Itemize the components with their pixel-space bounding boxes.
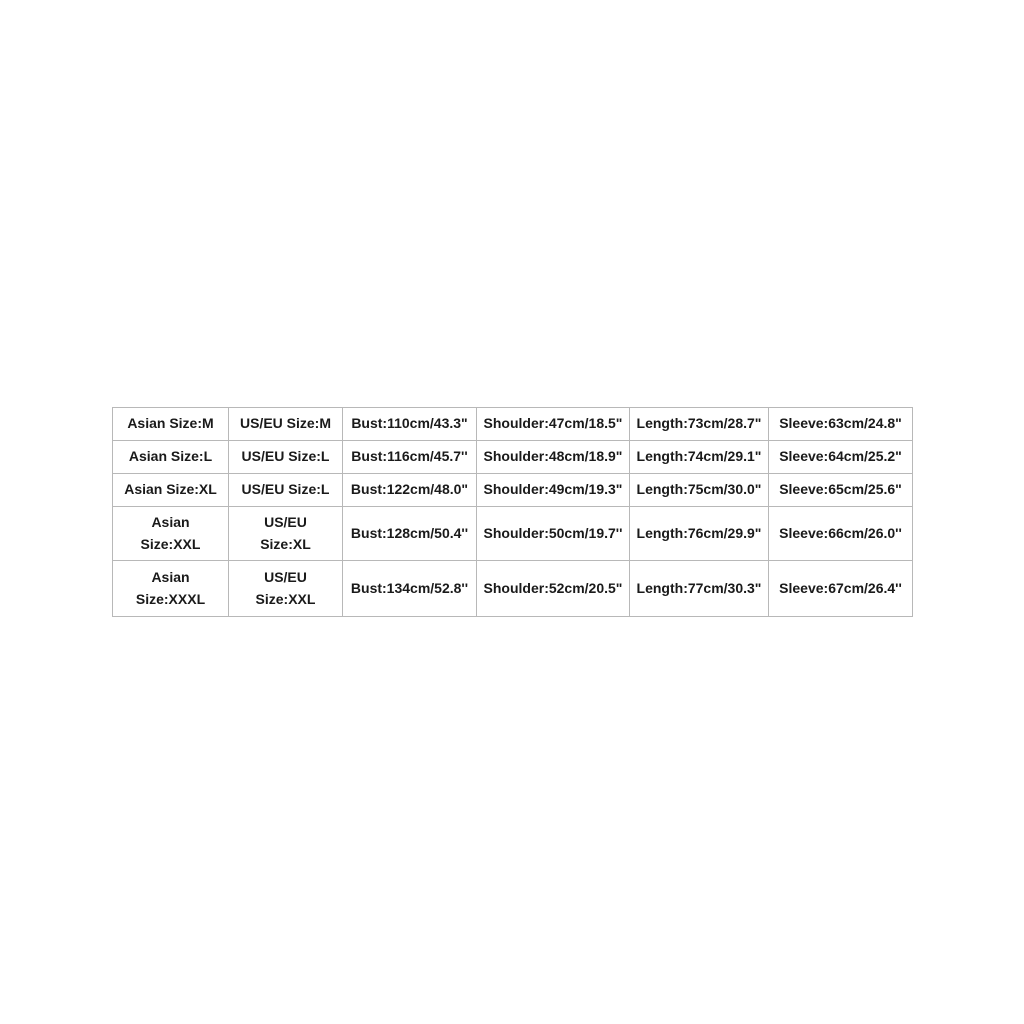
- us-eu-size-value: US/EU Size:L: [241, 448, 330, 465]
- cell-sleeve: [769, 474, 913, 507]
- size-chart: [112, 407, 912, 617]
- cell-us-eu-size: [229, 408, 343, 441]
- cell-length: [630, 507, 769, 561]
- cell-bust: [343, 474, 477, 507]
- size-row-xl: [113, 474, 913, 507]
- sleeve-value: Sleeve:65cm/25.6": [779, 481, 902, 498]
- sleeve-value: Sleeve:67cm/26.4'': [779, 579, 902, 596]
- size-chart-table: [112, 407, 913, 617]
- cell-us-eu-size: [229, 474, 343, 507]
- cell-sleeve: [769, 561, 913, 617]
- cell-length: [630, 441, 769, 474]
- length-value: Length:76cm/29.9": [636, 524, 762, 541]
- cell-shoulder: [477, 408, 630, 441]
- size-row-xxxl: [113, 561, 913, 617]
- cell-sleeve: [769, 441, 913, 474]
- cell-bust: [343, 408, 477, 441]
- us-eu-size-value: US/EU Size:M: [239, 415, 331, 432]
- cell-asian-size: [113, 561, 229, 617]
- cell-shoulder: [477, 474, 630, 507]
- cell-shoulder: [477, 441, 630, 474]
- asian-size-value: Asian Size:M: [127, 415, 214, 432]
- us-eu-size-value: US/EU Size:L: [241, 481, 330, 498]
- cell-bust: [343, 561, 477, 617]
- bust-value: Bust:110cm/43.3": [351, 415, 468, 432]
- bust-value: Bust:134cm/52.8'': [350, 579, 469, 596]
- shoulder-value: Shoulder:47cm/18.5": [483, 415, 623, 432]
- shoulder-value: Shoulder:48cm/18.9": [483, 448, 623, 465]
- cell-length: [630, 474, 769, 507]
- shoulder-value: Shoulder:49cm/19.3": [483, 481, 623, 498]
- cell-sleeve: [769, 408, 913, 441]
- cell-length: [630, 408, 769, 441]
- length-value: Length:73cm/28.7": [636, 415, 762, 432]
- cell-us-eu-size: [229, 507, 343, 561]
- cell-asian-size: [113, 441, 229, 474]
- sleeve-value: Sleeve:64cm/25.2": [779, 448, 902, 465]
- size-row-m: [113, 408, 913, 441]
- cell-sleeve: [769, 507, 913, 561]
- cell-bust: [343, 507, 477, 561]
- size-row-xxl: [113, 507, 913, 561]
- bust-value: Bust:122cm/48.0": [350, 481, 469, 498]
- us-eu-size-value: US/EU Size:XL: [260, 513, 311, 552]
- cell-us-eu-size: [229, 561, 343, 617]
- sleeve-value: Sleeve:66cm/26.0'': [779, 524, 902, 541]
- bust-value: Bust:128cm/50.4'': [350, 524, 469, 541]
- cell-shoulder: [477, 507, 630, 561]
- us-eu-size-value: US/EU Size:XXL: [255, 568, 316, 607]
- asian-size-value: Asian Size:XL: [124, 481, 217, 498]
- length-value: Length:77cm/30.3": [636, 579, 762, 596]
- asian-size-value: Asian Size:L: [128, 448, 213, 465]
- sleeve-value: Sleeve:63cm/24.8": [779, 415, 902, 432]
- bust-value: Bust:116cm/45.7'': [351, 448, 468, 465]
- size-row-l: [113, 441, 913, 474]
- cell-shoulder: [477, 561, 630, 617]
- cell-length: [630, 561, 769, 617]
- cell-asian-size: [113, 474, 229, 507]
- cell-bust: [343, 441, 477, 474]
- asian-size-value: Asian Size:XXL: [140, 513, 201, 552]
- length-value: Length:75cm/30.0": [636, 481, 762, 498]
- cell-us-eu-size: [229, 441, 343, 474]
- asian-size-value: Asian Size:XXXL: [135, 568, 206, 607]
- length-value: Length:74cm/29.1": [636, 448, 762, 465]
- cell-asian-size: [113, 507, 229, 561]
- cell-asian-size: [113, 408, 229, 441]
- shoulder-value: Shoulder:50cm/19.7'': [483, 524, 623, 541]
- shoulder-value: Shoulder:52cm/20.5": [483, 579, 623, 596]
